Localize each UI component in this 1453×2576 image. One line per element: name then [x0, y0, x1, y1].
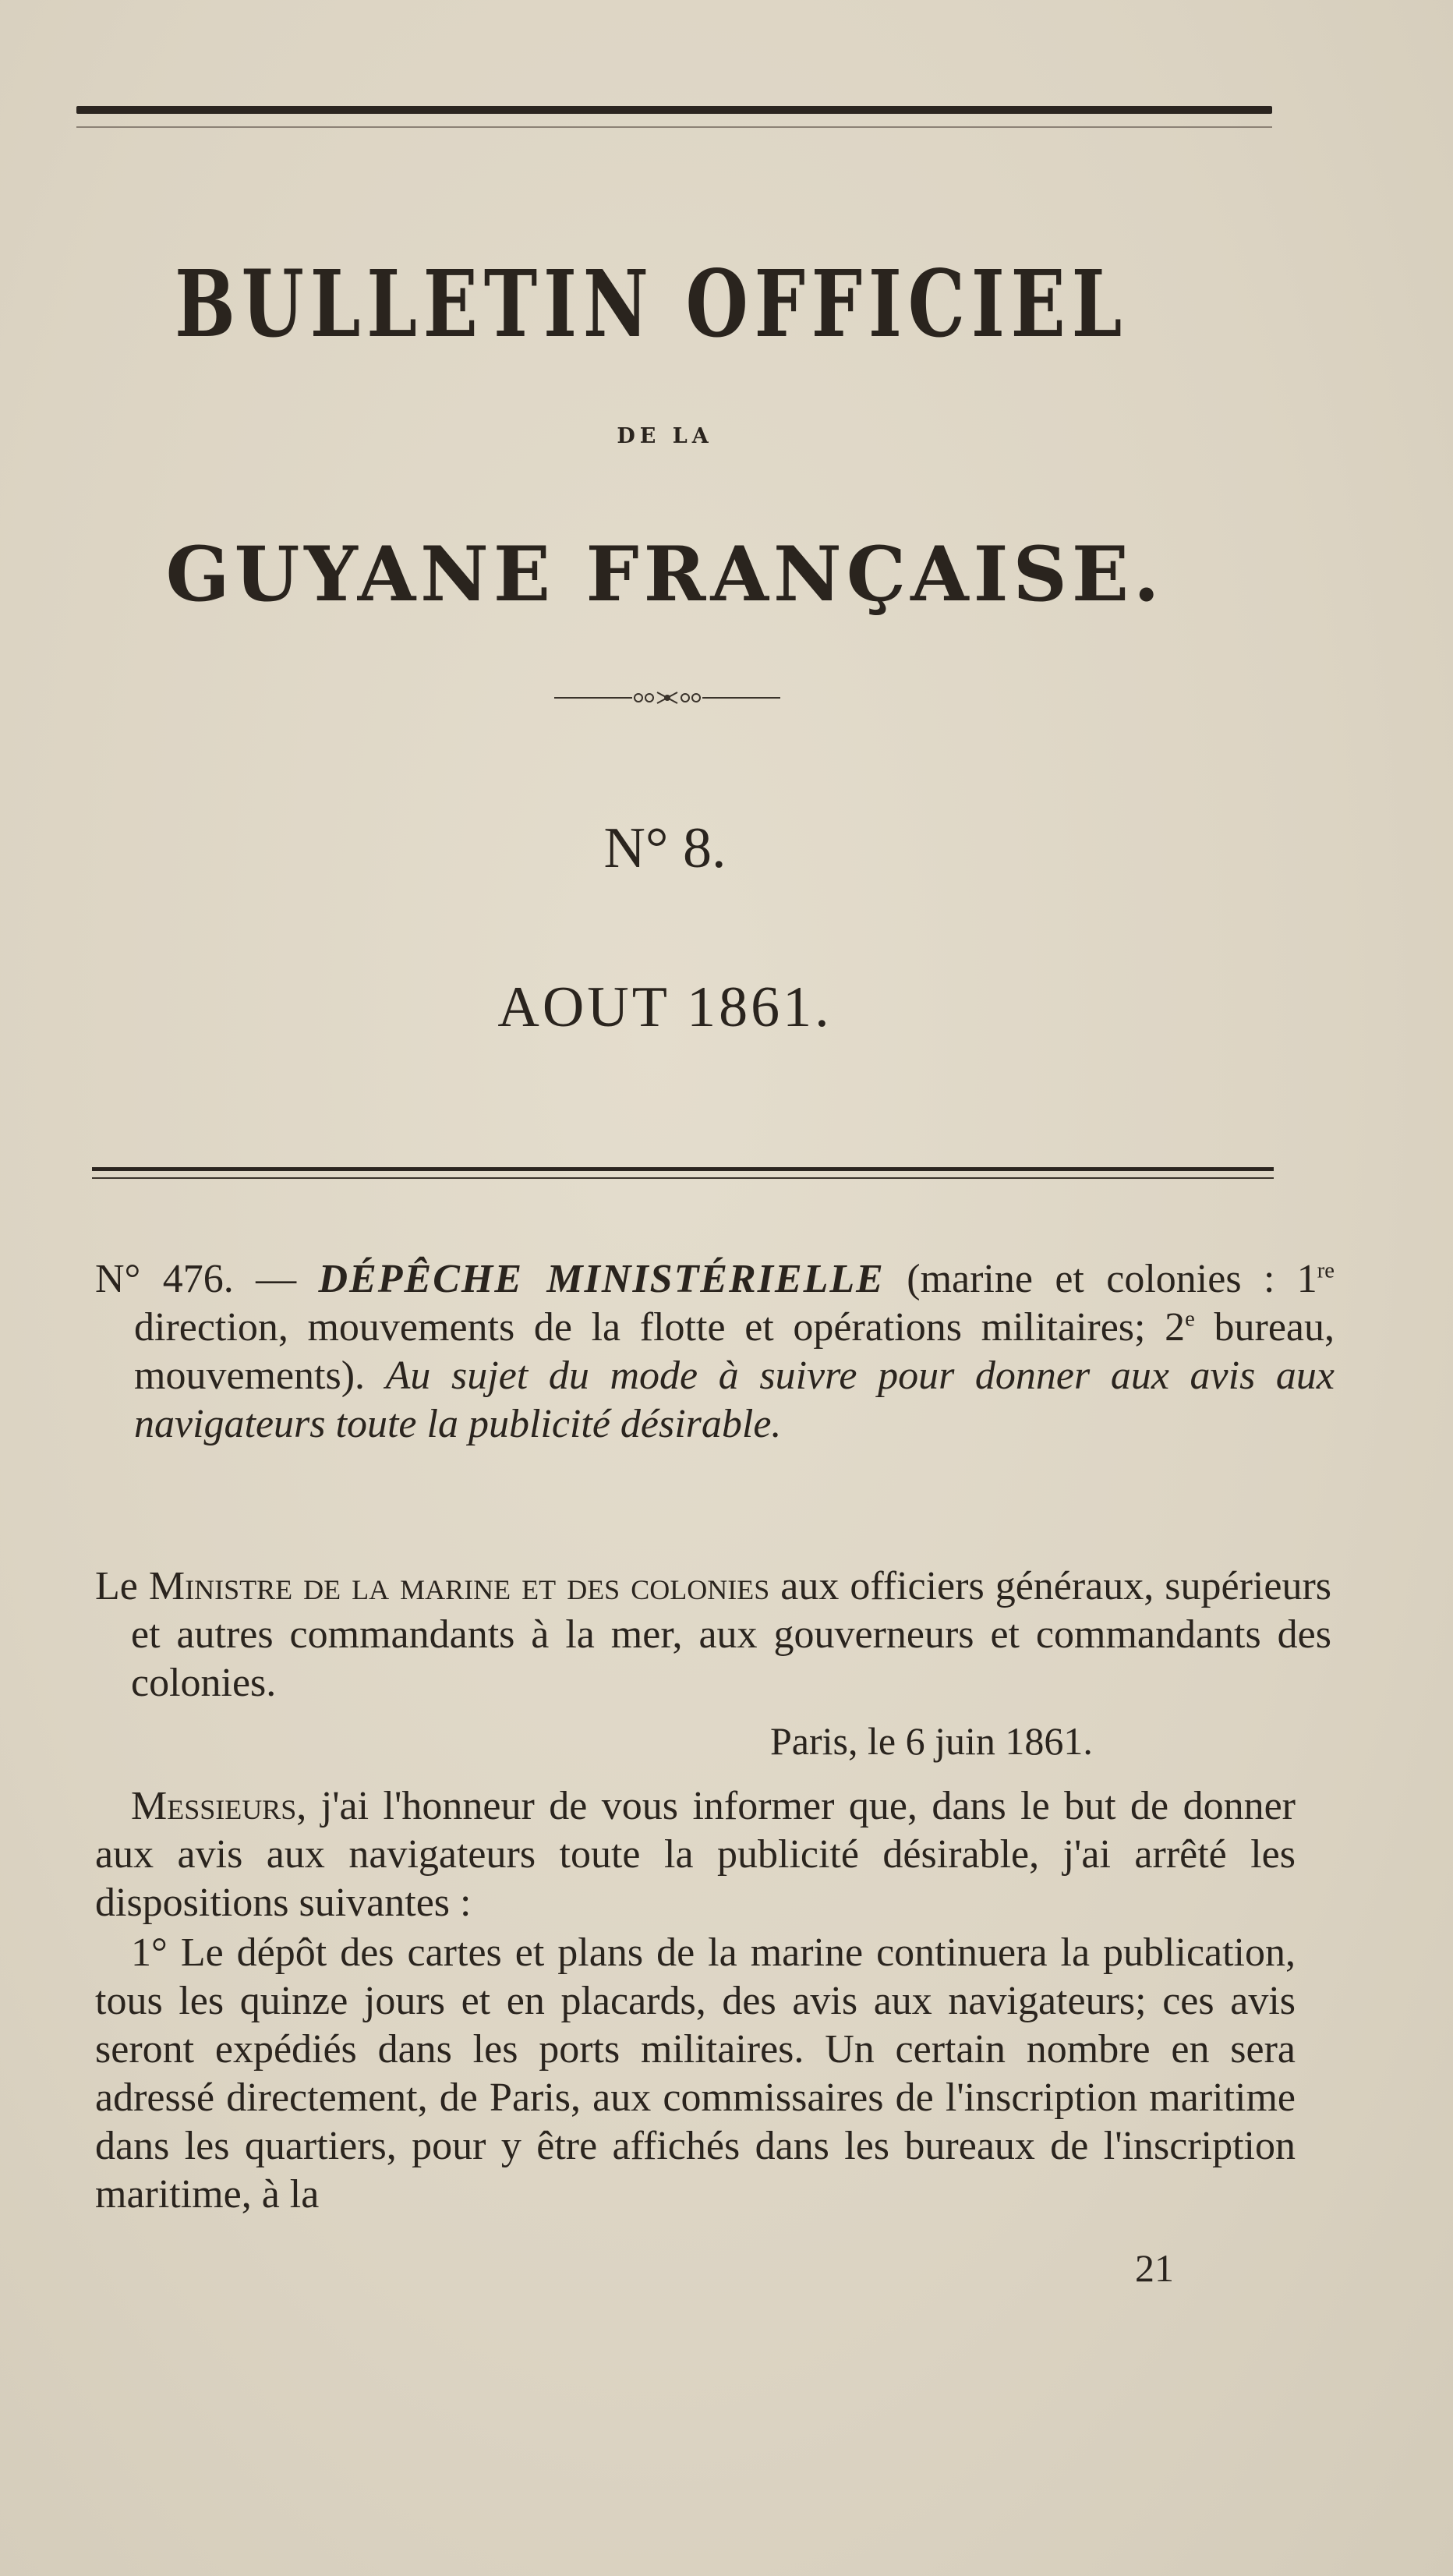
- section-rule-thin: [92, 1177, 1274, 1179]
- document-type: DÉPÊCHE MINISTÉRIELLE: [318, 1257, 885, 1301]
- ornament-divider: [554, 686, 780, 709]
- ministry-part-2: direction, mouvements de la flotte et opérations militaires; 2: [134, 1305, 1186, 1350]
- salutation: Messieurs: [131, 1784, 297, 1828]
- paragraph-2-number: 1°: [131, 1930, 168, 1975]
- recipients: aux officiers généraux, supérieurs et autres commandants à la mer, aux gouverneurs et commandants des colonies.: [131, 1564, 1332, 1705]
- paragraph-1-text: , j'ai l'honneur de vous informer que, dans le but de donner aux avis aux navigateurs toute la publicité désirable, j'ai arrêté les dispositions suivantes :: [95, 1784, 1296, 1925]
- addressee-block: [95, 1562, 1331, 1707]
- top-rule-thin: [76, 126, 1272, 128]
- sender-minister: Ministre de la marine et des colonies: [148, 1564, 770, 1608]
- guyane-title: GUYANE FRANÇAISE.: [165, 530, 1165, 618]
- bulletin-title: BULLETIN OFFICIEL: [175, 249, 1129, 358]
- title-de-la: DE LA: [617, 424, 713, 448]
- ministry-part-1: (marine et colonies : 1: [907, 1257, 1317, 1301]
- ministry-part-3: bureau, mouvements).: [134, 1305, 1335, 1398]
- letter-paragraph-2: [95, 1929, 1296, 2219]
- letter-paragraph-1: [95, 1782, 1296, 1927]
- sender-le: Le: [95, 1564, 138, 1608]
- place-date: Paris, le 6 juin 1861.: [770, 1719, 1093, 1763]
- article-heading: [95, 1255, 1335, 1449]
- page-number: 21: [1135, 2246, 1174, 2290]
- issue-date: AOUT 1861.: [497, 975, 833, 1039]
- ministry-superscript-1: re: [1317, 1258, 1335, 1283]
- article-number: N° 476. —: [95, 1257, 297, 1301]
- top-rule: [76, 106, 1272, 114]
- paragraph-2-text: Le dépôt des cartes et plans de la marine continuera la publication, tous les quinze jours et en placards, des avis aux navigateurs; ces avis seront expédiés dans les ports militaires. Un certain nombre en sera adressé directement, de Paris, aux commissaires de l'inscription maritime dans les quartiers, pour y être affichés dans les bureaux de l'inscription maritime, à la: [95, 1930, 1296, 2217]
- section-rule-thick: [92, 1167, 1274, 1171]
- ministry-superscript-2: e: [1185, 1307, 1195, 1332]
- article-subject: Au sujet du mode à suivre pour donner aux avis aux navigateurs toute la publicité désirable.: [134, 1353, 1335, 1446]
- issue-number: N° 8.: [603, 816, 726, 880]
